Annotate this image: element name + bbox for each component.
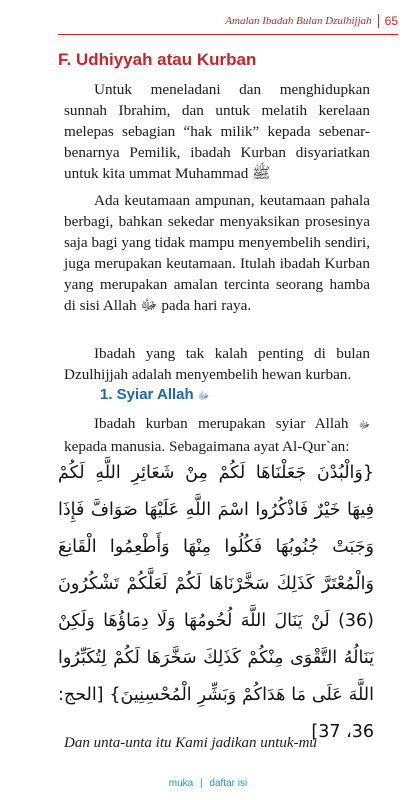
paragraph-ibadah: Ibadah yang tak kalah penting di bulan Dzulhijjah adalah menyembelih hewan kurban. — [64, 345, 370, 383]
paragraph-syiar — [64, 413, 370, 457]
quran-verse: {وَالْبُدْنَ جَعَلْنَاهَا لَكُمْ مِنْ شَعَائِرِ اللَّهِ لَكُمْ فِيهَا خَيْرٌ فَاذْكُرُوا اسْمَ اللَّهِ عَلَيْهَا صَوَافَّ فَإِذَا وَجَبَتْ جُنُوبُهَا فَكُلُوا مِنْهَا وَأَطْعِمُوا الْقَانِعَ وَالْمُعْتَرَّ كَذَلِكَ سَخَّرْنَاهَا لَكُمْ لَعَلَّكُمْ تَشْكُرُونَ (36) لَنْ يَنَالَ اللَّهَ لُحُومُهَا وَلَا دِمَاؤُهَا وَلَكِنْ يَنَالُهُ التَّقْوَى مِنْكُمْ كَذَلِكَ سَخَّرَهَا لَكُمْ لِتُكَبِّرُوا اللَّهَ عَلَى مَا هَدَاكُمْ وَبَشِّرِ الْمُحْسِنِينَ} [الحج: 36، 37] — [58, 463, 374, 742]
footer-nav — [0, 778, 416, 789]
footer-separator: | — [200, 778, 203, 789]
section-heading: F. Udhiyyah atau Kurban — [58, 50, 257, 69]
header-rule — [58, 34, 398, 35]
syiar-text-after: kepada manusia. Sebagaimana ayat Al-Qur`an: — [64, 438, 350, 455]
subsection-heading — [100, 386, 209, 404]
page-number: 65 — [384, 14, 398, 28]
book-title: Amalan Ibadah Bulan Dzulhijjah — [225, 15, 372, 27]
paragraph-sunnah: Untuk meneladani dan menghidupkan sunnah Ibrahim, dan untuk melatih kerelaan melepas sebagian “hak milik” kepada sebenar-benarnya Pemilik, ibadah Kurban disyariatkan untuk kita ummat Muhammad ﷺ — [64, 81, 370, 182]
paragraph-keutamaan: Ada keutamaan ampunan, keutamaan pahala berbagi, bahkan sekedar menyaksikan prosesinya saja bagi yang tidak mampu menyembelih sendiri, juga merupakan keutamaan. Itulah ibadah Kurban yang merupakan amalan tercinta seorang hamba di sisi Allah ﷻ pada hari raya. — [64, 192, 370, 314]
syiar-text-before: Ibadah kurban merupakan syiar Allah — [94, 415, 349, 432]
running-header — [225, 14, 398, 28]
home-link[interactable]: muka — [168, 778, 194, 789]
table-of-contents-link[interactable]: daftar isi — [209, 778, 248, 789]
honorific-glyph: ﷻ — [197, 391, 210, 402]
verse-translation: Dan unta-unta itu Kami jadikan untuk-mu — [64, 735, 317, 751]
header-separator — [378, 14, 379, 28]
honorific-glyph: ﷻ — [358, 420, 371, 431]
subsection-title: 1. Syiar Allah — [100, 386, 194, 403]
